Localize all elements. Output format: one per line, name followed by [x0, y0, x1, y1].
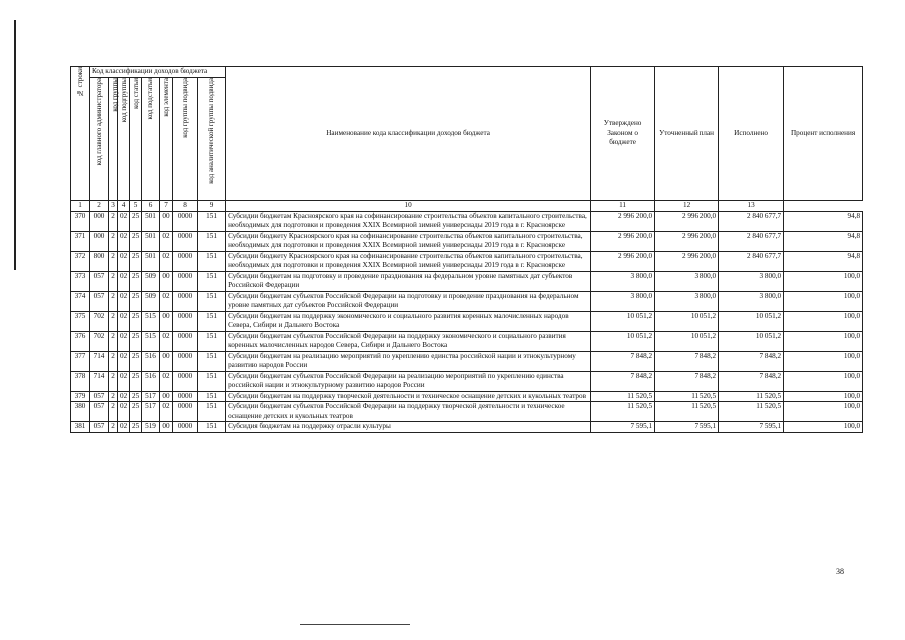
- subarticle-code: 501: [142, 251, 160, 271]
- admin-code: 702: [90, 331, 109, 351]
- group-code: 2: [109, 371, 118, 391]
- row-number: 376: [71, 331, 90, 351]
- execution-percent: 94,8: [784, 251, 863, 271]
- subgroup-code: 02: [118, 402, 130, 422]
- table-row: [71, 391, 863, 402]
- analytic-group-code: 151: [198, 211, 226, 231]
- col-name-header: Наименование кода классификации доходов бюджета: [226, 67, 591, 201]
- approved-amount: 10 051,2: [591, 331, 655, 351]
- approved-amount: 7 595,1: [591, 422, 655, 433]
- element-code: 02: [160, 371, 173, 391]
- article-code: 25: [130, 371, 142, 391]
- plan-amount: 10 051,2: [655, 331, 719, 351]
- subarticle-code: 515: [142, 311, 160, 331]
- subtype-group-code: 0000: [173, 402, 198, 422]
- column-number-6: 6: [142, 201, 160, 212]
- table-row: [71, 311, 863, 331]
- analytic-group-code: 151: [198, 251, 226, 271]
- plan-amount: 11 520,5: [655, 402, 719, 422]
- article-code: 25: [130, 271, 142, 291]
- analytic-group-code: 151: [198, 391, 226, 402]
- subtype-group-code: 0000: [173, 422, 198, 433]
- plan-amount: 11 520,5: [655, 391, 719, 402]
- classification-group-header: Код классификации доходов бюджета: [90, 67, 226, 78]
- subgroup-code: 02: [118, 291, 130, 311]
- header-group-row: [71, 67, 863, 78]
- column-number-row: [71, 201, 863, 212]
- executed-amount: 2 840 677,7: [719, 251, 784, 271]
- subarticle-code: 516: [142, 351, 160, 371]
- group-code: 2: [109, 291, 118, 311]
- element-code: 02: [160, 291, 173, 311]
- revenue-name: Субсидии бюджетам на реализацию мероприятий по укреплению единства российской нации и этнокультурному развитию народов России: [226, 351, 591, 371]
- subarticle-code: 519: [142, 422, 160, 433]
- col-subarticle-header: код подстатьи: [142, 78, 160, 201]
- col-subgroup-header: код подгруппы: [118, 78, 130, 201]
- revenue-name: Субсидии бюджетам субъектов Российской Федерации на поддержку экономического и социального развития коренных малочисленных народов Севера, Сибири и Дальнего Востока: [226, 331, 591, 351]
- col-article-header: код статьи: [130, 78, 142, 201]
- table-row: [71, 231, 863, 251]
- subtype-group-code: 0000: [173, 251, 198, 271]
- admin-code: 057: [90, 271, 109, 291]
- group-code: 2: [109, 351, 118, 371]
- revenue-name: Субсидии бюджетам субъектов Российской Федерации на поддержку творческой деятельности и техническое оснащение детских и кукольных театров: [226, 402, 591, 422]
- plan-amount: 7 595,1: [655, 422, 719, 433]
- subgroup-code: 02: [118, 391, 130, 402]
- subtype-group-code: 0000: [173, 231, 198, 251]
- table-row: [71, 331, 863, 351]
- subtype-group-code: 0000: [173, 311, 198, 331]
- subtype-group-code: 0000: [173, 291, 198, 311]
- execution-percent: 100,0: [784, 291, 863, 311]
- admin-code: 702: [90, 311, 109, 331]
- subgroup-code: 02: [118, 211, 130, 231]
- table-row: [71, 271, 863, 291]
- plan-amount: 2 996 200,0: [655, 251, 719, 271]
- execution-percent: 100,0: [784, 311, 863, 331]
- admin-code: 057: [90, 291, 109, 311]
- row-number: 375: [71, 311, 90, 331]
- analytic-group-code: 151: [198, 331, 226, 351]
- column-number-8: 8: [173, 201, 198, 212]
- plan-amount: 3 800,0: [655, 271, 719, 291]
- article-code: 25: [130, 331, 142, 351]
- group-code: 2: [109, 211, 118, 231]
- revenue-name: Субсидии бюджетам на поддержку творческой деятельности и техническое оснащение детских и кукольных театров: [226, 391, 591, 402]
- subgroup-code: 02: [118, 231, 130, 251]
- group-code: 2: [109, 271, 118, 291]
- admin-code: 057: [90, 422, 109, 433]
- group-code: 2: [109, 331, 118, 351]
- revenue-name: Субсидии бюджетам на подготовку и проведение празднования на федеральном уровне памятных дат субъектов Российской Федерации: [226, 271, 591, 291]
- executed-amount: 7 848,2: [719, 351, 784, 371]
- plan-amount: 7 848,2: [655, 371, 719, 391]
- admin-code: 000: [90, 231, 109, 251]
- executed-amount: 11 520,5: [719, 391, 784, 402]
- col-executed-header: Исполнено: [719, 67, 784, 201]
- table-row: [71, 371, 863, 391]
- revenue-name: Субсидии бюджету Красноярского края на софинансирование строительства объектов капитального строительства, необходимых для подготовки и проведения XXIX Всемирной зимней универсиады 2019 года в г. Красноярске: [226, 231, 591, 251]
- execution-percent: 100,0: [784, 371, 863, 391]
- element-code: 02: [160, 251, 173, 271]
- column-number-2: 2: [90, 201, 109, 212]
- revenue-name: Субсидии бюджетам субъектов Российской Федерации на реализацию мероприятий по укреплению единства российской нации и этнокультурному развитию народов России: [226, 371, 591, 391]
- analytic-group-code: 151: [198, 231, 226, 251]
- article-code: 25: [130, 402, 142, 422]
- column-number-9: 9: [198, 201, 226, 212]
- plan-amount: 2 996 200,0: [655, 231, 719, 251]
- group-code: 2: [109, 422, 118, 433]
- article-code: 25: [130, 351, 142, 371]
- row-number: 378: [71, 371, 90, 391]
- executed-amount: 10 051,2: [719, 331, 784, 351]
- execution-percent: 100,0: [784, 351, 863, 371]
- column-number-3: 3: [109, 201, 118, 212]
- column-number-4: 4: [118, 201, 130, 212]
- element-code: 00: [160, 422, 173, 433]
- column-number-5: 5: [130, 201, 142, 212]
- column-number-11: 11: [591, 201, 655, 212]
- approved-amount: 11 520,5: [591, 402, 655, 422]
- subtype-group-code: 0000: [173, 391, 198, 402]
- group-code: 2: [109, 391, 118, 402]
- group-code: 2: [109, 311, 118, 331]
- subarticle-code: 515: [142, 331, 160, 351]
- group-code: 2: [109, 402, 118, 422]
- executed-amount: 10 051,2: [719, 311, 784, 331]
- article-code: 25: [130, 231, 142, 251]
- column-number-7: 7: [160, 201, 173, 212]
- column-number-12: 12: [655, 201, 719, 212]
- plan-amount: 2 996 200,0: [655, 211, 719, 231]
- executed-amount: 11 520,5: [719, 402, 784, 422]
- table-row: [71, 291, 863, 311]
- element-code: 02: [160, 331, 173, 351]
- col-row-number-header: № строки: [71, 67, 90, 201]
- subgroup-code: 02: [118, 271, 130, 291]
- subarticle-code: 509: [142, 291, 160, 311]
- executed-amount: 2 840 677,7: [719, 211, 784, 231]
- approved-amount: 3 800,0: [591, 291, 655, 311]
- subtype-group-code: 0000: [173, 371, 198, 391]
- subtype-group-code: 0000: [173, 331, 198, 351]
- admin-code: 057: [90, 391, 109, 402]
- element-code: 02: [160, 231, 173, 251]
- col-percent-header: Процент исполнения: [784, 67, 863, 201]
- subarticle-code: 509: [142, 271, 160, 291]
- col-group-header: код группы: [109, 78, 118, 201]
- article-code: 25: [130, 422, 142, 433]
- table-row: [71, 211, 863, 231]
- table-row: [71, 402, 863, 422]
- analytic-group-code: 151: [198, 311, 226, 331]
- group-code: 2: [109, 251, 118, 271]
- approved-amount: 10 051,2: [591, 311, 655, 331]
- plan-amount: 3 800,0: [655, 291, 719, 311]
- admin-code: 057: [90, 402, 109, 422]
- row-number: 373: [71, 271, 90, 291]
- subarticle-code: 517: [142, 391, 160, 402]
- analytic-group-code: 151: [198, 291, 226, 311]
- element-code: 00: [160, 351, 173, 371]
- executed-amount: 3 800,0: [719, 271, 784, 291]
- subtype-group-code: 0000: [173, 271, 198, 291]
- approved-amount: 2 996 200,0: [591, 231, 655, 251]
- execution-percent: 100,0: [784, 271, 863, 291]
- subarticle-code: 501: [142, 231, 160, 251]
- revenue-name: Субсидия бюджетам на поддержку отрасли культуры: [226, 422, 591, 433]
- scan-edge-line: [14, 20, 16, 270]
- table-row: [71, 351, 863, 371]
- footer-line: [300, 624, 410, 625]
- plan-amount: 7 848,2: [655, 351, 719, 371]
- budget-revenue-table: [70, 66, 863, 433]
- page-number: 38: [836, 567, 844, 576]
- admin-code: 000: [90, 211, 109, 231]
- row-number: 381: [71, 422, 90, 433]
- execution-percent: 94,8: [784, 231, 863, 251]
- admin-code: 800: [90, 251, 109, 271]
- column-number-1: 1: [71, 201, 90, 212]
- subtype-group-code: 0000: [173, 351, 198, 371]
- element-code: 00: [160, 271, 173, 291]
- col-element-header: код элемента: [160, 78, 173, 201]
- approved-amount: 11 520,5: [591, 391, 655, 402]
- element-code: 02: [160, 402, 173, 422]
- col-subtype-group-header: код группы подвида: [173, 78, 198, 201]
- subgroup-code: 02: [118, 331, 130, 351]
- executed-amount: 2 840 677,7: [719, 231, 784, 251]
- approved-amount: 2 996 200,0: [591, 211, 655, 231]
- subarticle-code: 516: [142, 371, 160, 391]
- group-code: 2: [109, 231, 118, 251]
- table-row: [71, 251, 863, 271]
- row-number: 371: [71, 231, 90, 251]
- analytic-group-code: 151: [198, 351, 226, 371]
- col-admin-header: код главного администратора: [90, 78, 109, 201]
- execution-percent: 94,8: [784, 211, 863, 231]
- approved-amount: 2 996 200,0: [591, 251, 655, 271]
- row-number: 377: [71, 351, 90, 371]
- admin-code: 714: [90, 351, 109, 371]
- analytic-group-code: 151: [198, 422, 226, 433]
- row-number: 380: [71, 402, 90, 422]
- subarticle-code: 501: [142, 211, 160, 231]
- table-row: [71, 422, 863, 433]
- revenue-name: Субсидии бюджетам субъектов Российской Федерации на подготовку и проведение празднования на федеральном уровне памятных дат субъектов Российской Федерации: [226, 291, 591, 311]
- analytic-group-code: 151: [198, 271, 226, 291]
- col-plan-header: Уточненный план: [655, 67, 719, 201]
- element-code: 00: [160, 391, 173, 402]
- execution-percent: 100,0: [784, 391, 863, 402]
- subgroup-code: 02: [118, 371, 130, 391]
- execution-percent: 100,0: [784, 402, 863, 422]
- revenue-name: Субсидии бюджетам на поддержку экономического и социального развития коренных малочисленных народов Севера, Сибири и Дальнего Востока: [226, 311, 591, 331]
- revenue-name: Субсидии бюджетам Красноярского края на софинансирование строительства объектов капитального строительства, необходимых для подготовки и проведения XXIX Всемирной зимней универсиады 2019 года в г. Красноярске: [226, 211, 591, 231]
- analytic-group-code: 151: [198, 402, 226, 422]
- subarticle-code: 517: [142, 402, 160, 422]
- subgroup-code: 02: [118, 311, 130, 331]
- row-number: 374: [71, 291, 90, 311]
- article-code: 25: [130, 311, 142, 331]
- approved-amount: 7 848,2: [591, 351, 655, 371]
- analytic-group-code: 151: [198, 371, 226, 391]
- row-number: 379: [71, 391, 90, 402]
- subtype-group-code: 0000: [173, 211, 198, 231]
- admin-code: 714: [90, 371, 109, 391]
- row-number: 370: [71, 211, 90, 231]
- article-code: 25: [130, 211, 142, 231]
- article-code: 25: [130, 251, 142, 271]
- col-approved-header: Утверждено Законом о бюджете: [591, 67, 655, 201]
- executed-amount: 7 595,1: [719, 422, 784, 433]
- execution-percent: 100,0: [784, 422, 863, 433]
- plan-amount: 10 051,2: [655, 311, 719, 331]
- approved-amount: 3 800,0: [591, 271, 655, 291]
- subgroup-code: 02: [118, 351, 130, 371]
- element-code: 00: [160, 211, 173, 231]
- article-code: 25: [130, 291, 142, 311]
- column-number-10: 10: [226, 201, 591, 212]
- revenue-name: Субсидии бюджету Красноярского края на софинансирование строительства объектов капитального строительства, необходимых для подготовки и проведения XXIX Всемирной зимней универсиады 2019 года в г. Красноярске: [226, 251, 591, 271]
- approved-amount: 7 848,2: [591, 371, 655, 391]
- element-code: 00: [160, 311, 173, 331]
- subgroup-code: 02: [118, 422, 130, 433]
- subgroup-code: 02: [118, 251, 130, 271]
- executed-amount: 7 848,2: [719, 371, 784, 391]
- row-number: 372: [71, 251, 90, 271]
- col-analytic-group-header: код аналитической группы подвида: [198, 78, 226, 201]
- column-number-13: 13: [719, 201, 784, 212]
- execution-percent: 100,0: [784, 331, 863, 351]
- article-code: 25: [130, 391, 142, 402]
- executed-amount: 3 800,0: [719, 291, 784, 311]
